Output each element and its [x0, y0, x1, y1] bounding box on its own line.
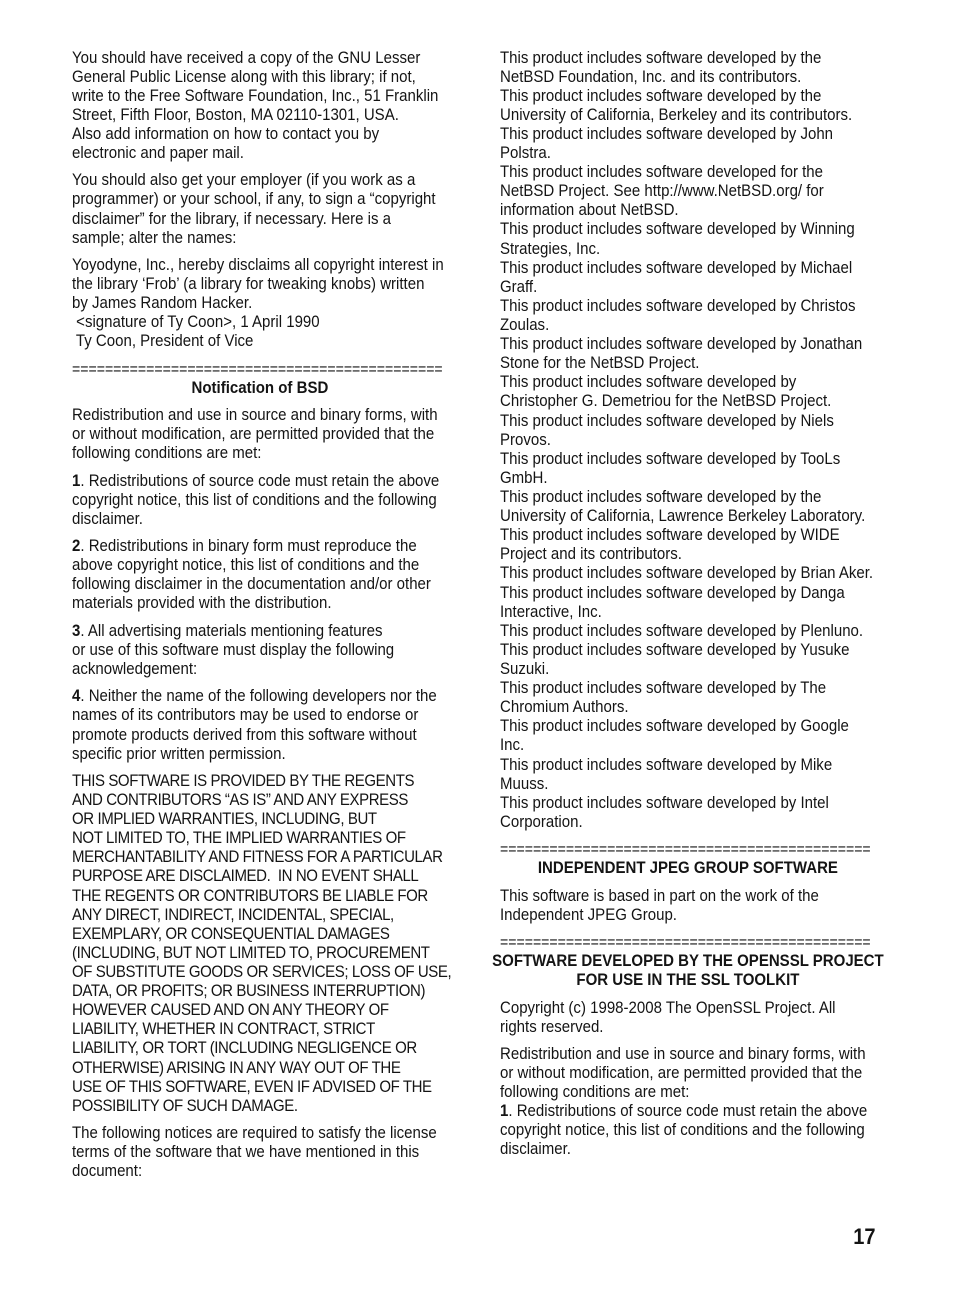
condition-text: . Redistributions of source code must retain the above [80, 471, 440, 490]
text-line: DATA, OR PROFITS; OR BUSINESS INTERRUPTION) [72, 982, 426, 1001]
text-line [72, 622, 448, 641]
text-line: information about NetBSD. [500, 201, 679, 220]
text-line: SOFTWARE DEVELOPED BY THE OPENSSL PROJECT [492, 952, 884, 971]
text-line: MERCHANTABILITY AND FITNESS FOR A PARTICULAR [72, 848, 443, 867]
jpeg-heading-text: INDEPENDENT JPEG GROUP SOFTWARE [537, 859, 838, 878]
text-line: Suzuki. [500, 660, 550, 678]
condition-number: 3 [72, 621, 81, 640]
condition-text: . All advertising materials mentioning features [80, 621, 383, 640]
bsd-warranty-disclaimer [72, 771, 452, 1116]
left-column [72, 48, 452, 1190]
bsd-intro-paragraph [72, 406, 448, 463]
text-line: document: [72, 1162, 143, 1181]
text-line: the library ‘Frob’ (a library for tweaking knobs) written [72, 275, 425, 294]
text-line: FOR USE IN THE SSL TOOLKIT [576, 971, 800, 990]
text-line: You should also get your employer (if you work as a [72, 171, 416, 190]
text-line: This product includes software developed by WIDE [500, 526, 840, 545]
jpeg-body-paragraph [500, 887, 876, 925]
text-line: HOWEVER CAUSED AND ON ANY THEORY OF [72, 1001, 389, 1020]
text-line: specific prior written permission. [72, 744, 286, 763]
text-line: General Public License along with this library; if not, [72, 67, 416, 86]
text-line: Muuss. [500, 774, 549, 793]
text-line: NetBSD Project. See http://www.NetBSD.org/ for [500, 182, 824, 201]
bsd-heading-text: Notification of BSD [191, 378, 329, 397]
bsd-heading [61, 379, 459, 398]
text-line: Yoyodyne, Inc., hereby disclaims all copyright interest in [72, 255, 444, 274]
text-line: Redistribution and use in source and binary forms, with [72, 406, 438, 425]
text-line: Copyright (c) 1998-2008 The OpenSSL Project. All [500, 998, 836, 1017]
text-line: You should have received a copy of the GNU Lesser [72, 48, 421, 67]
section-separator: ============================================= [500, 841, 871, 859]
text-line: Redistribution and use in source and binary forms, with [500, 1044, 866, 1063]
text-line: AND CONTRIBUTORS “AS IS” AND ANY EXPRESS [72, 791, 409, 810]
sample-disclaimer-paragraph [72, 256, 448, 352]
text-line: THIS SOFTWARE IS PROVIDED BY THE REGENTS [72, 771, 415, 790]
text-line: This product includes software developed by Danga [500, 583, 845, 602]
text-line: promote products derived from this software without [72, 725, 417, 744]
text-line: Chromium Authors. [500, 698, 629, 717]
bsd-condition-2 [72, 537, 448, 613]
text-line: University of California, Berkeley and its contributors. [500, 105, 853, 124]
text-line: NetBSD Foundation, Inc. and its contributors. [500, 67, 802, 86]
section-separator: ============================================= [500, 933, 871, 951]
text-line [72, 687, 448, 706]
text-line: Street, Fifth Floor, Boston, MA 02110-1301, USA. [72, 105, 399, 124]
text-line: This product includes software developed by the [500, 48, 822, 67]
text-line: disclaimer. [72, 509, 143, 528]
text-line [72, 472, 448, 491]
text-line [72, 537, 448, 556]
text-line: disclaimer. [500, 1140, 571, 1159]
text-line: This product includes software developed by Niels [500, 411, 834, 430]
right-column-text [492, 48, 884, 1160]
text-line: acknowledgement: [72, 659, 198, 678]
text-line: Zoulas. [500, 316, 550, 335]
text-line: Graff. [500, 277, 538, 296]
bsd-condition-3 [72, 622, 448, 679]
text-line: following disclaimer in the documentation and/or other [72, 575, 431, 594]
text-line: disclaimer” for the library, if necessary. Here is a [72, 209, 392, 228]
condition-number: 2 [72, 537, 81, 556]
text-line: Independent JPEG Group. [500, 905, 677, 924]
acknowledgements-list [500, 49, 876, 832]
text-line: PURPOSE ARE DISCLAIMED. IN NO EVENT SHALL [72, 867, 419, 886]
text-line: This product includes software developed by Plenluno. [500, 621, 864, 640]
text-line: rights reserved. [500, 1017, 604, 1036]
text-line: This product includes software developed by Christos [500, 296, 856, 315]
text-line: This product includes software developed by Jonathan [500, 335, 863, 354]
text-line: or without modification, are permitted provided that the [500, 1064, 863, 1083]
condition-text: . Redistributions of source code must retain the above [508, 1102, 868, 1121]
bsd-condition-1 [72, 472, 448, 529]
text-line: sample; alter the names: [72, 228, 237, 247]
text-line: This product includes software developed by Winning [500, 220, 855, 239]
text-line: Also add information on how to contact you by [72, 124, 380, 143]
text-line: This product includes software developed for the [500, 163, 824, 182]
openssl-heading [489, 952, 887, 990]
text-line: LIABILITY, OR TORT (INCLUDING NEGLIGENCE OR [72, 1039, 417, 1058]
text-line: OF SUBSTITUTE GOODS OR SERVICES; LOSS OF USE, [72, 963, 452, 981]
text-line: POSSIBILITY OF SUCH DAMAGE. [72, 1096, 298, 1115]
openssl-condition-1 [500, 1102, 876, 1159]
employer-disclaimer-paragraph [72, 171, 448, 247]
condition-text: . Redistributions in binary form must reproduce the [80, 537, 417, 556]
text-line: Provos. [500, 430, 551, 449]
text-line: Project and its contributors. [500, 545, 682, 564]
openssl-copyright-paragraph [500, 999, 876, 1037]
text-line: or without modification, are permitted provided that the [72, 425, 435, 444]
text-line: Christopher G. Demetriou for the NetBSD Project. [500, 392, 832, 411]
text-line: OTHERWISE) ARISING IN ANY WAY OUT OF THE [72, 1058, 401, 1077]
text-line: materials provided with the distribution. [72, 594, 332, 613]
text-line: This product includes software developed by [500, 373, 797, 392]
text-line: write to the Free Software Foundation, Inc., 51 Franklin [72, 86, 439, 105]
following-notices-paragraph [72, 1124, 448, 1181]
section-separator: ============================================= [72, 360, 443, 378]
text-line: Stone for the NetBSD Project. [500, 354, 700, 373]
text-line: ANY DIRECT, INDIRECT, INCIDENTAL, SPECIAL, [72, 905, 394, 924]
text-line: OR IMPLIED WARRANTIES, INCLUDING, BUT [72, 810, 377, 829]
text-line: Polstra. [500, 144, 551, 163]
text-line: Strategies, Inc. [500, 239, 601, 258]
text-line: or use of this software must display the following [72, 640, 395, 659]
text-line: following conditions are met: [72, 444, 262, 463]
text-line: (INCLUDING, BUT NOT LIMITED TO, PROCUREMENT [72, 943, 430, 962]
text-line: following conditions are met: [500, 1083, 690, 1102]
text-line: This product includes software developed by Mike [500, 755, 833, 774]
right-column [492, 48, 884, 1168]
jpeg-heading [489, 859, 887, 878]
text-line: Corporation. [500, 812, 583, 831]
text-line: <signature of Ty Coon>, 1 April 1990 [72, 313, 320, 332]
text-line: This product includes software developed by Brian Aker. [500, 564, 874, 583]
text-line: Ty Coon, President of Vice [72, 332, 254, 351]
text-line: NOT LIMITED TO, THE IMPLIED WARRANTIES OF [72, 829, 406, 848]
text-line: Inc. [500, 736, 525, 755]
text-line: The following notices are required to satisfy the license [72, 1124, 437, 1143]
text-line: by James Random Hacker. [72, 294, 253, 313]
condition-number: 1 [72, 471, 81, 490]
page-number: 17 [852, 1224, 875, 1249]
text-line: Interactive, Inc. [500, 602, 602, 621]
text-line: This product includes software developed by the [500, 488, 822, 507]
text-line: copyright notice, this list of conditions and the following [500, 1121, 865, 1140]
text-line: This product includes software developed by The [500, 679, 827, 698]
text-line: EXEMPLARY, OR CONSEQUENTIAL DAMAGES [72, 924, 390, 943]
text-line: This product includes software developed by TooLs [500, 449, 841, 468]
text-line: above copyright notice, this list of conditions and the [72, 556, 420, 575]
text-line: programmer) or your school, if any, to sign a “copyright [72, 190, 436, 209]
condition-text: . Neither the name of the following developers nor the [80, 687, 437, 706]
text-line: terms of the software that we have mentioned in this [72, 1143, 420, 1162]
text-line: LIABILITY, WHETHER IN CONTRACT, STRICT [72, 1020, 375, 1039]
text-line: This software is based in part on the work of the [500, 886, 819, 905]
text-line: This product includes software developed by Michael [500, 258, 853, 277]
text-line [500, 1102, 876, 1121]
text-line: University of California, Lawrence Berkeley Laboratory. [500, 507, 866, 526]
left-column-text [72, 48, 452, 1182]
bsd-condition-4 [72, 687, 448, 763]
text-line: This product includes software developed by the [500, 86, 822, 105]
text-line: This product includes software developed by Yusuke [500, 640, 850, 659]
text-line: USE OF THIS SOFTWARE, EVEN IF ADVISED OF THE [72, 1077, 432, 1096]
text-line: electronic and paper mail. [72, 144, 244, 163]
text-line: THE REGENTS OR CONTRIBUTORS BE LIABLE FOR [72, 886, 428, 905]
text-line: copyright notice, this list of conditions and the following [72, 490, 437, 509]
text-line: names of its contributors may be used to endorse or [72, 706, 419, 725]
text-line: This product includes software developed by John [500, 124, 834, 143]
lgpl-contact-paragraph [72, 49, 448, 164]
text-line: This product includes software developed by Intel [500, 793, 829, 812]
condition-number: 1 [500, 1102, 509, 1121]
text-line: This product includes software developed by Google [500, 717, 849, 736]
text-line: GmbH. [500, 468, 548, 487]
openssl-intro-paragraph [500, 1045, 876, 1102]
condition-number: 4 [72, 687, 81, 706]
